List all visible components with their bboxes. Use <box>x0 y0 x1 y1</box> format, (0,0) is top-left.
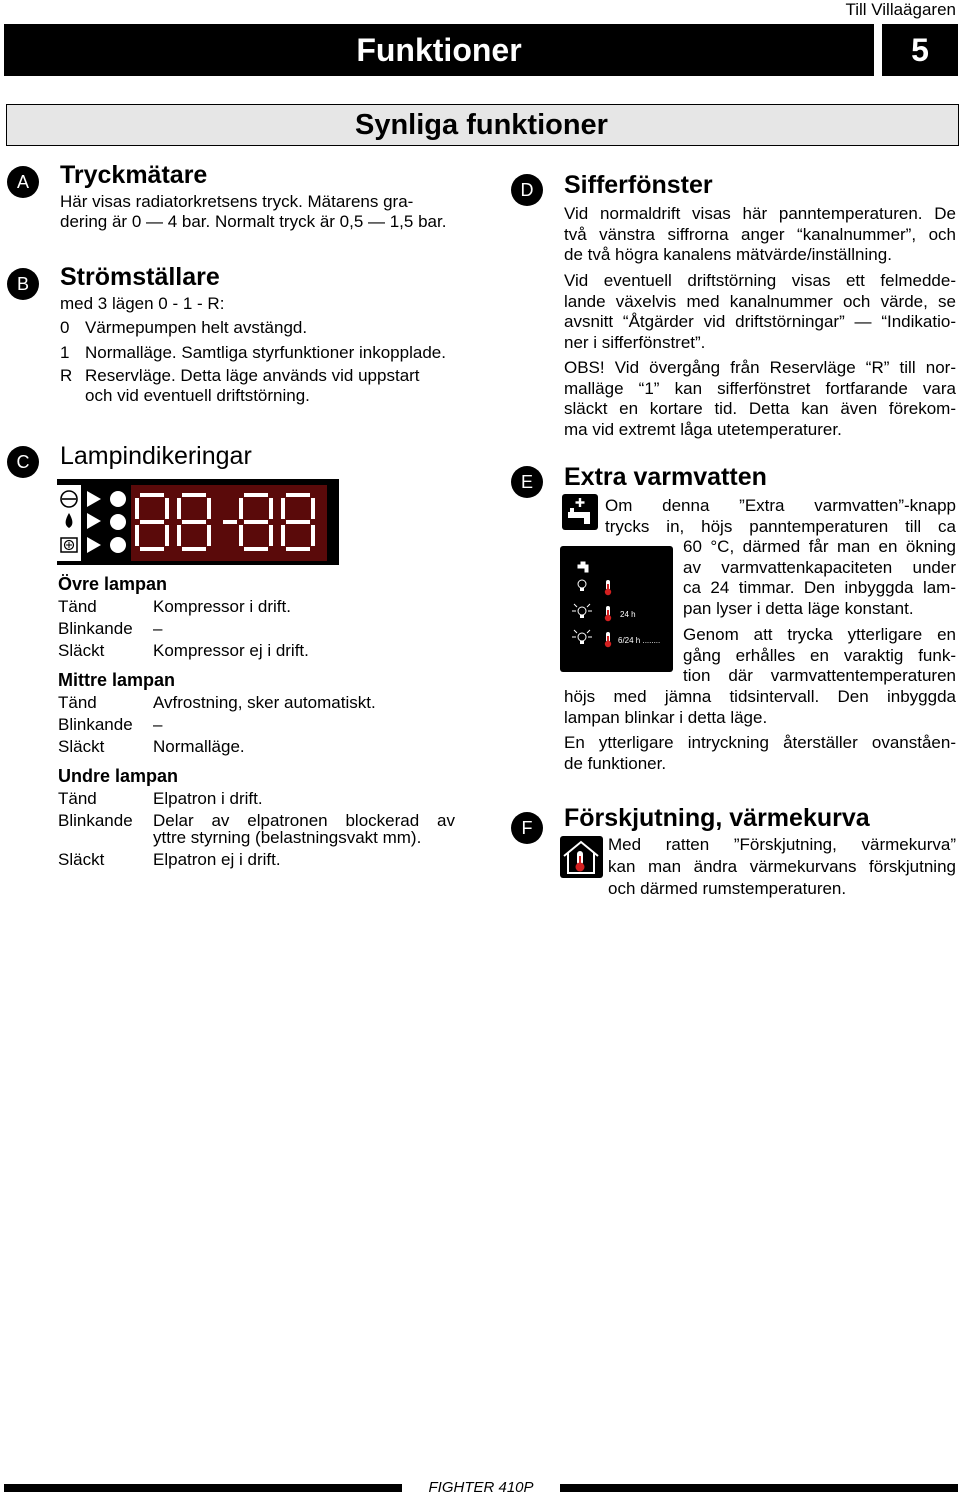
lamp-state: Släckt <box>58 641 105 660</box>
text-line: Med ratten ”Förskjutning, värmekurva” <box>608 835 956 854</box>
lower-lamp-heading: Undre lampan <box>58 766 179 786</box>
heat-curve-offset-icon-box <box>560 836 603 878</box>
lamp-row <box>58 618 458 640</box>
lamp-state: Tänd <box>58 693 97 712</box>
bulb-icon <box>578 580 586 591</box>
text-line: släckt en kortare tid. Detta kan även förekom- <box>564 399 956 418</box>
footer-model: FIGHTER 410P <box>428 1479 534 1496</box>
page-title: Funktioner <box>356 32 522 68</box>
upper-lamp <box>110 491 126 507</box>
marker-b: B <box>7 268 39 300</box>
middle-lamp-heading: Mittre lampan <box>58 670 176 690</box>
lamp-state: Släckt <box>58 850 105 869</box>
lamp-state: Blinkande <box>58 619 133 638</box>
panel-label-6-24h: 6/24 h ........ <box>618 636 661 645</box>
thermometer-icon <box>605 606 611 621</box>
lamp-row <box>58 736 458 758</box>
text-line: Vid normaldrift visas här panntemperaturen. De <box>564 204 956 223</box>
bulb-rays-icon <box>572 604 592 618</box>
text-line: Vid eventuell driftstörning visas ett felmedde- <box>564 271 956 290</box>
lamp-state: Tänd <box>58 789 97 808</box>
panel-label-24h: 24 h <box>620 610 636 619</box>
middle-lamp <box>110 514 126 530</box>
footer-bar-right <box>560 1484 958 1492</box>
text-line: och därmed rumstemperaturen. <box>608 879 847 898</box>
d-paragraph-3 <box>564 358 956 440</box>
lamp-meaning: Kompressor i drift. <box>153 597 291 616</box>
e-text-c <box>683 625 956 687</box>
text-line: tion där varmvattentemperaturen <box>683 666 956 685</box>
marker-c: C <box>7 446 39 478</box>
e-text-d <box>564 687 956 728</box>
thermometer-icon <box>605 632 611 647</box>
thermometer-icon <box>605 580 611 595</box>
marker-f: F <box>511 812 543 844</box>
text-line: pan lyser i detta läge konstant. <box>683 598 914 618</box>
bulb-rays-icon <box>572 630 592 644</box>
heading-lampindikeringar: Lampindikeringar <box>60 442 252 470</box>
text-line: ca 24 timmar. Den inbyggda lam- <box>683 578 956 597</box>
heading-extra-varmvatten: Extra varmvatten <box>564 463 767 491</box>
text-line: 60 °C, därmed får man en ökning <box>683 537 956 556</box>
d-paragraph-1 <box>564 204 956 266</box>
text-line: avsnitt “Åtgärder vid driftstörningar” — “Indikatio- <box>564 312 956 331</box>
footer-bar-left <box>4 1484 402 1492</box>
lamp-state: Blinkande <box>58 811 133 830</box>
text-line: trycks in, höjs panntemperaturen till ca <box>605 516 956 536</box>
switch-position-0 <box>60 318 307 338</box>
text-line: En ytterligare intryckning återställer ovanståen- <box>564 733 956 752</box>
indicator-panel <box>57 479 339 565</box>
lamp-row <box>58 596 458 618</box>
lamp-row <box>58 640 458 662</box>
text-line: ma vid extremt låga utetemperaturer. <box>564 419 842 439</box>
text-b-intro: med 3 lägen 0 - 1 - R: <box>60 294 225 313</box>
switch-desc: Normalläge. Samtliga styrfunktioner inkopplade. <box>85 343 446 362</box>
text-b-cont: och vid eventuell driftstörning. <box>85 386 310 405</box>
switch-desc: Reservläge. Detta läge används vid uppstart <box>85 366 420 385</box>
lamp-state: Släckt <box>58 737 105 756</box>
lamp-row <box>58 849 458 871</box>
switch-key: 1 <box>60 343 70 362</box>
lamp-row <box>58 827 458 849</box>
tap-plus-icon <box>562 494 598 530</box>
hot-water-panel-graphic <box>560 546 673 672</box>
lamp-meaning: Avfrostning, sker automatiskt. <box>153 693 376 712</box>
lamp-meaning: yttre styrning (belastningsvakt mm). <box>153 828 422 847</box>
marker-d: D <box>511 174 543 206</box>
text-line: gång erhålles en varaktig funk- <box>683 645 956 665</box>
marker-a: A <box>7 166 39 198</box>
lamp-meaning: – <box>153 619 163 638</box>
text-line: kan man ändra värmekurvans förskjutning <box>608 857 956 876</box>
heading-tryckmatare: Tryckmätare <box>60 161 208 189</box>
document-audience-label: Till Villaägaren <box>845 0 956 19</box>
heading-sifferfonster: Sifferfönster <box>564 171 713 199</box>
switch-key: 0 <box>60 318 70 337</box>
text-a-line1: Här visas radiatorkretsens tryck. Mätarens gra- <box>60 192 414 211</box>
hot-water-panel <box>560 546 673 672</box>
text-line: lande växelvis med kanalnummer och värde, se <box>564 291 956 311</box>
section-title: Synliga funktioner <box>355 109 608 141</box>
text-line: de två högra kanalens mätvärde/inställning. <box>564 245 892 264</box>
tap-icon <box>578 562 588 572</box>
switch-desc: Värmepumpen helt avstängd. <box>85 318 308 337</box>
text-line: ner i sifferfönstret”. <box>564 332 706 352</box>
lower-lamp <box>110 537 126 553</box>
lamp-row <box>58 788 458 810</box>
text-line: Om denna ”Extra varmvatten”-knapp <box>605 496 956 515</box>
text-line: två vänstra siffrorna anger “kanalnummer”, och <box>564 224 956 244</box>
chapter-number: 5 <box>882 24 958 76</box>
lamp-meaning: Elpatron ej i drift. <box>153 850 281 869</box>
e-text-e <box>564 733 956 774</box>
text-line: av varmvattenkapaciteten under <box>683 557 956 577</box>
heading-stromstallare: Strömställare <box>60 263 220 291</box>
text-line: lampan blinkar i detta läge. <box>564 707 768 727</box>
arrow-bottom-icon <box>87 537 101 553</box>
text-line: höjs med jämna tidsintervall. Den inbyggda <box>564 687 956 706</box>
marker-e: E <box>511 466 543 498</box>
lamp-row <box>58 714 458 736</box>
text-line: malläge “1” kan sifferfönstret fortfarande vara <box>564 378 956 398</box>
hot-water-button[interactable] <box>562 494 598 530</box>
f-text <box>608 834 956 900</box>
text-line: OBS! Vid övergång från Reservläge “R” till nor- <box>564 358 956 377</box>
lamp-meaning: – <box>153 715 163 734</box>
arrow-top-icon <box>87 491 101 507</box>
lamp-meaning: Delar av elpatronen blockerad av <box>153 811 455 830</box>
arrow-middle-icon <box>87 513 101 529</box>
e-text-b <box>683 537 956 619</box>
house-thermometer-icon <box>560 836 603 878</box>
text-line: Genom att trycka ytterligare en <box>683 625 956 644</box>
lamp-state: Blinkande <box>58 715 133 734</box>
d-paragraph-2 <box>564 271 956 353</box>
indicator-panel-graphic <box>57 479 339 565</box>
lamp-meaning: Elpatron i drift. <box>153 789 263 808</box>
text-line: de funktioner. <box>564 753 667 773</box>
switch-key: R <box>60 366 73 385</box>
heading-forskjutning: Förskjutning, värmekurva <box>564 804 870 832</box>
text-a-line2: dering är 0 — 4 bar. Normalt tryck är 0,5 — 1,5 bar. <box>60 212 447 231</box>
e-text-a <box>605 496 956 537</box>
switch-position-1 <box>60 343 446 363</box>
lamp-meaning: Kompressor ej i drift. <box>153 641 309 660</box>
lamp-row <box>58 692 458 714</box>
lamp-meaning: Normalläge. <box>153 737 245 756</box>
lamp-state: Tänd <box>58 597 97 616</box>
switch-position-r <box>60 366 420 386</box>
upper-lamp-heading: Övre lampan <box>58 574 168 594</box>
